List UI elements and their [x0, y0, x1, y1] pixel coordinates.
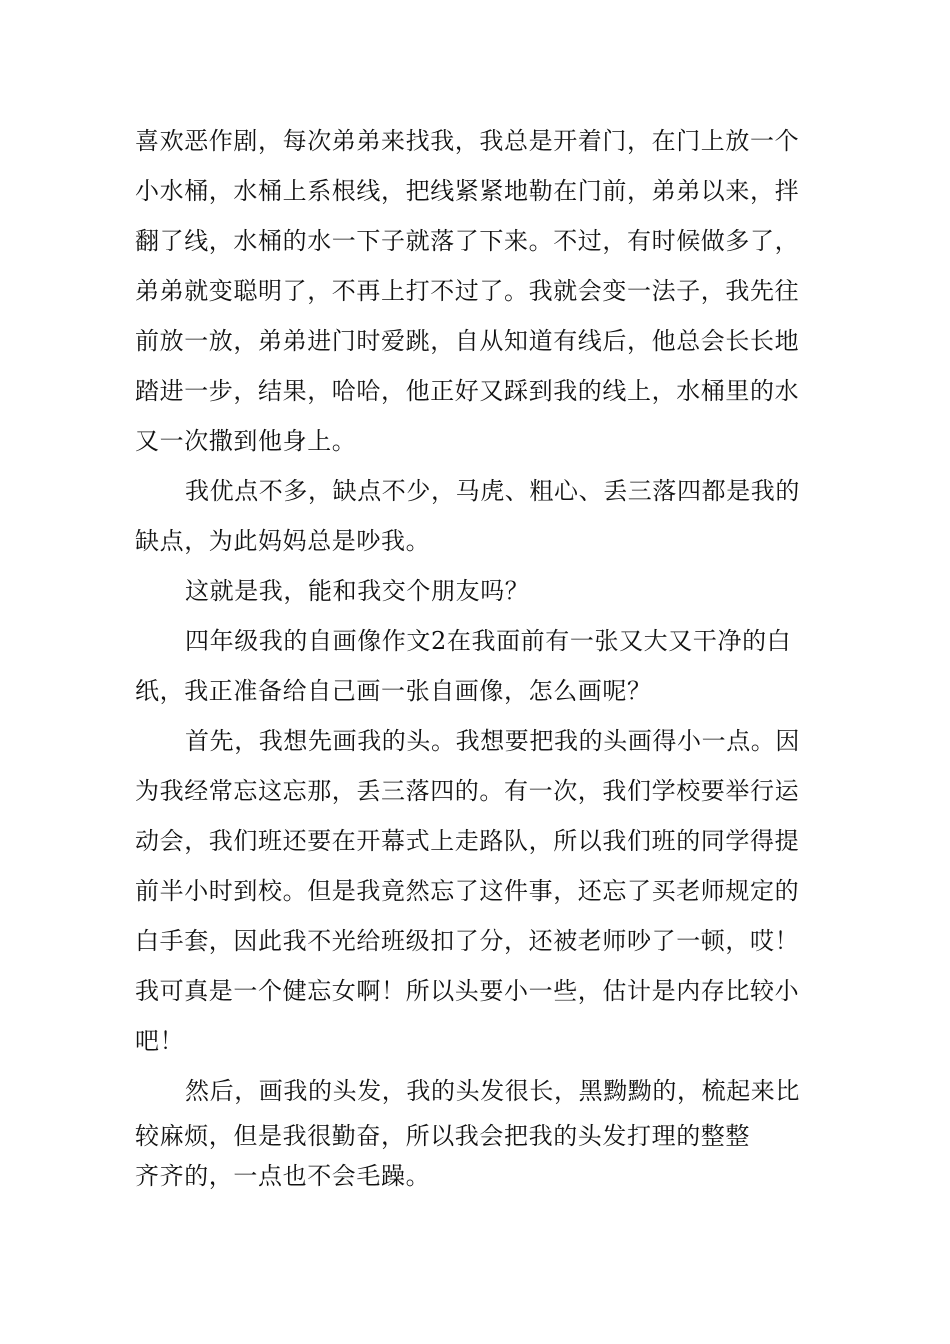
- text-line: 又一次撒到他身上。: [135, 427, 357, 455]
- text-line: 为我经常忘这忘那，丢三落四的。有一次，我们学校要举行运: [135, 777, 800, 805]
- paragraph-start-line: 我优点不多，缺点不少，马虎、粗心、丢三落四都是我的: [185, 477, 800, 505]
- text-line: 动会，我们班还要在开幕式上走路队，所以我们班的同学得提: [135, 827, 800, 855]
- text-line: 我可真是一个健忘女啊！所以头要小一些，估计是内存比较小: [135, 977, 800, 1005]
- paragraph-start-line: 四年级我的自画像作文2在我面前有一张又大又干净的白: [185, 627, 792, 655]
- text-line: 踏进一步，结果，哈哈，他正好又踩到我的线上，水桶里的水: [135, 377, 800, 405]
- text-line: 缺点，为此妈妈总是吵我。: [135, 527, 431, 555]
- text-line: 较麻烦，但是我很勤奋，所以我会把我的头发打理的整整: [135, 1122, 750, 1150]
- text-line: 前放一放，弟弟进门时爱跳，自从知道有线后，他总会长长地: [135, 327, 800, 355]
- essay-text: [135, 116, 835, 1196]
- text-line: 白手套，因此我不光给班级扣了分，还被老师吵了一顿，哎！: [135, 927, 800, 955]
- text-line: 弟弟就变聪明了，不再上打不过了。我就会变一法子，我先往: [135, 277, 800, 305]
- text-line: 翻了线，水桶的水一下子就落了下来。不过，有时候做多了，: [135, 227, 800, 255]
- text-line: 喜欢恶作剧，每次弟弟来找我，我总是开着门，在门上放一个: [135, 127, 800, 155]
- text-line: 齐齐的，一点也不会毛躁。: [135, 1162, 431, 1190]
- paragraph-start-line: 然后，画我的头发，我的头发很长，黑黝黝的，梳起来比: [185, 1077, 800, 1105]
- text-line: 纸，我正准备给自己画一张自画像，怎么画呢？: [135, 677, 652, 705]
- paragraph-start-line: 这就是我，能和我交个朋友吗？: [185, 577, 530, 605]
- paragraph-start-line: 首先，我想先画我的头。我想要把我的头画得小一点。因: [185, 727, 800, 755]
- text-line: 吧！: [135, 1027, 185, 1055]
- text-line: 小水桶，水桶上系根线，把线紧紧地勒在门前，弟弟以来，拌: [135, 177, 800, 205]
- text-line: 前半小时到校。但是我竟然忘了这件事，还忘了买老师规定的: [135, 877, 800, 905]
